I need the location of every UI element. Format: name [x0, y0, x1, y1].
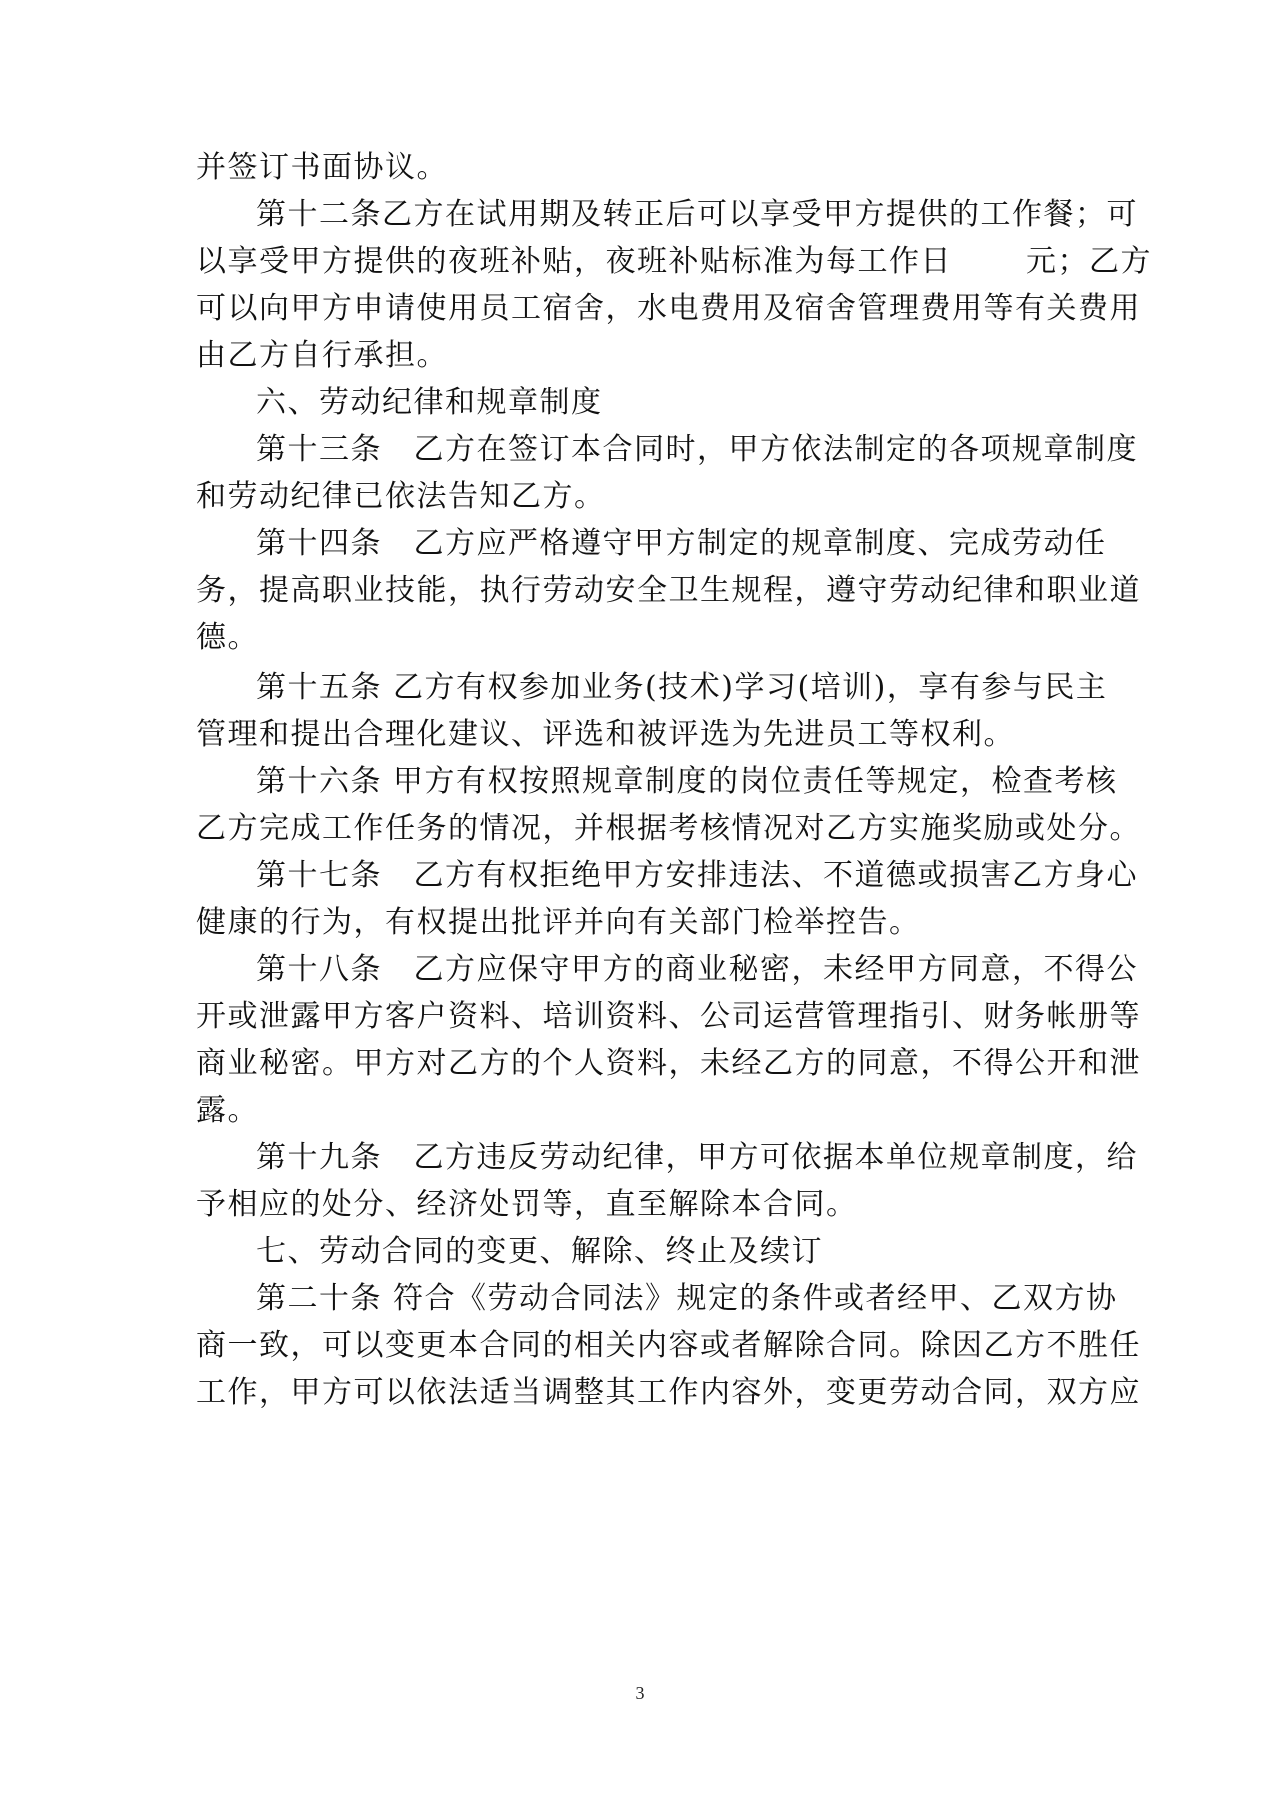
- text-line: 第十六条 甲方有权按照规章制度的岗位责任等规定，检查考核: [256, 764, 1118, 799]
- text-line: 以享受甲方提供的夜班补贴，夜班补贴标准为每工作日 元；乙方: [196, 244, 1153, 279]
- text-line: 健康的行为，有权提出批评并向有关部门检举控告。: [196, 905, 921, 940]
- text-line: 予相应的处分、经济处罚等，直至解除本合同。: [196, 1187, 858, 1222]
- text-line: 德。: [196, 620, 259, 655]
- text-line: 第十五条 乙方有权参加业务(技术)学习(培训)，享有参与民主: [256, 670, 1108, 705]
- text-line: 第十九条 乙方违反劳动纪律，甲方可依据本单位规章制度，给: [256, 1140, 1138, 1175]
- text-line: 开或泄露甲方客户资料、培训资料、公司运营管理指引、财务帐册等: [196, 999, 1141, 1034]
- text-line: 务，提高职业技能，执行劳动安全卫生规程，遵守劳动纪律和职业道: [196, 573, 1141, 608]
- section-heading: 六、劳动纪律和规章制度: [256, 385, 603, 420]
- text-line: 第十四条 乙方应严格遵守甲方制定的规章制度、完成劳动任: [256, 526, 1107, 561]
- text-line: 第十七条 乙方有权拒绝甲方安排违法、不道德或损害乙方身心: [256, 858, 1138, 893]
- text-line: 乙方完成工作任务的情况，并根据考核情况对乙方实施奖励或处分。: [196, 811, 1141, 846]
- text-line: 露。: [196, 1093, 259, 1128]
- text-line: 管理和提出合理化建议、评选和被评选为先进员工等权利。: [196, 717, 1015, 752]
- text-line: 第十八条 乙方应保守甲方的商业秘密，未经甲方同意，不得公: [256, 952, 1138, 987]
- text-line: 第十三条 乙方在签订本合同时，甲方依法制定的各项规章制度: [256, 432, 1138, 467]
- text-line: 商业秘密。甲方对乙方的个人资料，未经乙方的同意，不得公开和泄: [196, 1046, 1141, 1081]
- text-line: 第十二条乙方在试用期及转正后可以享受甲方提供的工作餐；可: [256, 197, 1138, 232]
- text-line: 和劳动纪律已依法告知乙方。: [196, 479, 606, 514]
- section-heading: 七、劳动合同的变更、解除、终止及续订: [256, 1234, 823, 1269]
- page-number: 3: [635, 1683, 645, 1703]
- text-line: 商一致，可以变更本合同的相关内容或者解除合同。除因乙方不胜任: [196, 1328, 1141, 1363]
- text-line: 可以向甲方申请使用员工宿舍，水电费用及宿舍管理费用等有关费用: [196, 291, 1141, 326]
- text-line: 并签订书面协议。: [196, 150, 448, 185]
- text-line: 工作，甲方可以依法适当调整其工作内容外，变更劳动合同，双方应: [196, 1375, 1141, 1410]
- text-line: 第二十条 符合《劳动合同法》规定的条件或者经甲、乙双方协: [256, 1281, 1118, 1316]
- text-line: 由乙方自行承担。: [196, 338, 448, 373]
